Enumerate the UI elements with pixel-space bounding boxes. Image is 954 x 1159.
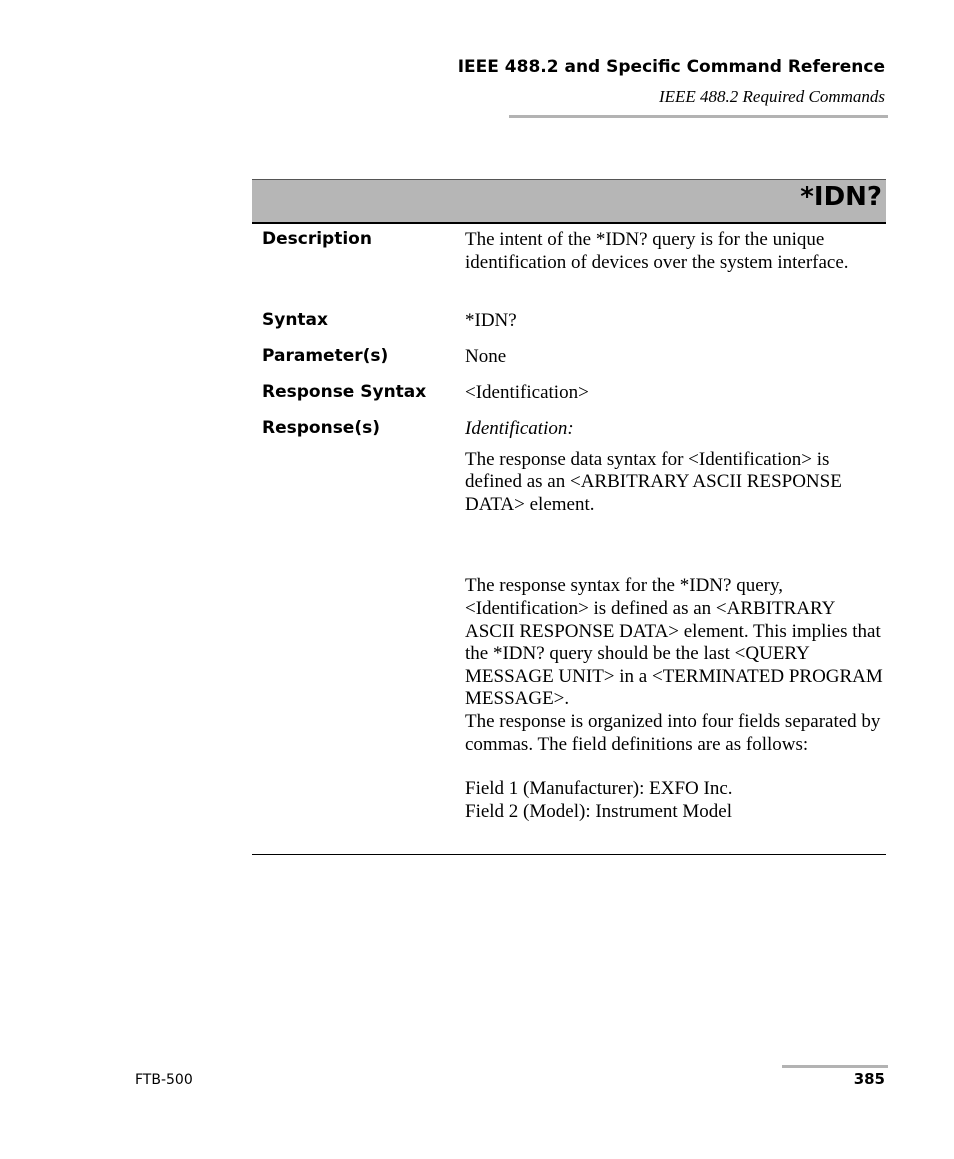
response-field-line: Field 1 (Manufacturer): EXFO Inc. xyxy=(465,778,733,800)
page-header-title: IEEE 488.2 and Specific Command Reference xyxy=(457,57,885,77)
parameters-text: None xyxy=(465,346,507,367)
response-heading: Identification: xyxy=(465,418,574,439)
page-header-subtitle: IEEE 488.2 Required Commands xyxy=(658,87,885,106)
syntax-text: *IDN? xyxy=(465,310,517,331)
row-value-description xyxy=(465,229,885,274)
response-paragraph: The response data syntax for <Identification> is defined as an <ARBITRARY ASCII RESPONSE DATA> element. xyxy=(465,448,842,515)
row-value-syntax xyxy=(465,310,885,333)
row-label-syntax: Syntax xyxy=(262,310,328,330)
footer-divider xyxy=(782,1065,888,1068)
response-syntax-text: <Identification> xyxy=(465,382,589,403)
row-value-responses xyxy=(465,418,885,823)
row-label-response-syntax: Response Syntax xyxy=(262,382,427,402)
page-number: 385 xyxy=(853,1070,885,1088)
command-title: *IDN? xyxy=(800,182,882,212)
response-field-line: Field 2 (Model): Instrument Model xyxy=(465,800,733,822)
command-title-band xyxy=(252,179,886,224)
row-value-response-syntax xyxy=(465,382,885,405)
response-paragraph: The response is organized into four fields separated by commas. The field definitions are as follows: xyxy=(465,710,881,755)
footer-product: FTB-500 xyxy=(135,1072,193,1088)
row-label-parameters: Parameter(s) xyxy=(262,346,389,366)
row-value-parameters xyxy=(465,346,885,369)
description-text: The intent of the *IDN? query is for the unique identification of devices over the system interface. xyxy=(465,229,849,273)
header-divider xyxy=(509,115,888,118)
row-label-responses: Response(s) xyxy=(262,418,380,438)
table-bottom-rule xyxy=(252,854,886,855)
response-paragraph: The response syntax for the *IDN? query, <Identification> is defined as an <ARBITRARY ASCII RESPONSE DATA> element. This implies that the *IDN? query should be the last <QUERY MESSAGE UNIT> in a <TERMINATED PROGRAM MESSAGE>. xyxy=(465,575,883,710)
row-label-description: Description xyxy=(262,229,372,249)
